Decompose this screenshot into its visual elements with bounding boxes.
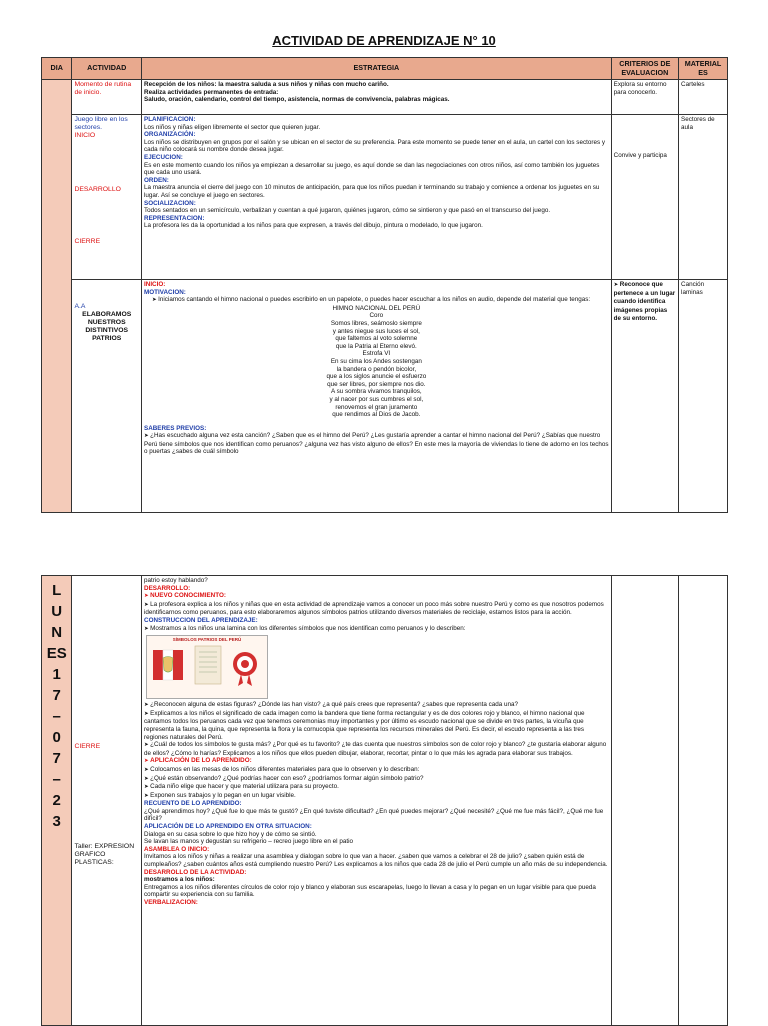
- himno-line: Somos libres, seámoslo siempre: [330, 319, 422, 327]
- strategy-line: Recepción de los niños: la maestra saluda a sus niños y niñas con mucho cariño.: [144, 81, 389, 88]
- activity-taller-label: Taller: EXPRESION GRAFICO PLASTICAS:: [74, 843, 135, 866]
- activity-cierre-label: CIERRE: [74, 743, 101, 750]
- phase-text: ➤ ¿Cuál de todos los símbolos te gusta más? ¿Por qué es tu favorito? ¿te das cuenta que nuestros símbolos son de color rojo y blanco? ¿te gustaría elaborar alguno de ellos? ¿Cómo lo harías? Explicamos a los niños que ellos pueden dibujar, elaborar, recortar, pintar o lo que más les agrada para elaborar sus trabajos.: [144, 741, 609, 757]
- dia-char: N: [51, 624, 63, 641]
- phase-heading: CONSTRUCCION DEL APRENDIZAJE:: [144, 616, 258, 624]
- phase-text: ➤ Colocamos en las mesas de los niños diferentes materiales para que lo observen y lo describan:: [144, 766, 609, 775]
- activity-inicio-label: INICIO: [74, 132, 96, 139]
- phase-heading: INICIO:: [144, 281, 166, 288]
- phase-text: ➤ ¿Qué están observando? ¿Qué podrías hacer con eso? ¿podríamos formar algún símbolo patrio?: [144, 775, 609, 784]
- header-criterios: CRITERIOS DE EVALUACION: [611, 58, 678, 80]
- activity-juego-libre: [72, 115, 142, 280]
- material-juego-libre: Sectores de aula: [679, 115, 728, 280]
- phase-text: ➤ La profesora explica a los niños y niñas que en esta actividad de aprendizaje vamos a conocer un poco más sobre nuestro Perú y como es que nosotros podemos identificarnos como peruanos, para esto elaboraremos algunos símbolos patrios utilizando diversos materiales de reciclaje, estamos listos para la acción.: [144, 601, 609, 617]
- strategy-part2: [142, 576, 612, 1026]
- phase-heading: SABERES PREVIOS:: [144, 424, 207, 432]
- phase-text: Se lavan las manos y degustan su refrigerio – recreo juego libre en el patio: [144, 838, 353, 846]
- dia-char: 1: [52, 666, 61, 683]
- phase-heading: REPRESENTACION:: [144, 214, 205, 222]
- himno-line: y antes niegue sus luces el sol,: [332, 327, 420, 335]
- himno-line: que la Patria al Eterno elevó.: [335, 342, 417, 350]
- strategy-line: Realiza actividades permanentes de entrada:: [144, 88, 279, 96]
- header-dia: DIA: [42, 58, 72, 80]
- strategy-rutina: [142, 80, 612, 115]
- criterion-part2: [611, 576, 678, 1026]
- criterion-juego-libre: [611, 115, 678, 280]
- phase-heading: ASAMBLEA O INICIO:: [144, 845, 210, 853]
- dia-char: –: [52, 771, 61, 788]
- activity-desarrollo-label: DESARROLLO: [74, 186, 121, 193]
- phase-text: Todos sentados en un semicírculo, verbalizan y cuentan a qué jugaron, quiénes jugaron, cómo se sintieron y que pasó en el transcurso del juego.: [144, 207, 551, 215]
- header-estrategia: ESTRATEGIA: [142, 58, 612, 80]
- phase-text: Los niños y niñas eligen libremente el sector que quieren jugar.: [144, 123, 321, 131]
- himno-line: que rendimos al Dios de Jacob.: [332, 411, 421, 419]
- phase-text: ➤ Iniciamos cantando el himno nacional o puedes escribirlo en un papelote, o puedes hacer escuchar a los niños en audio, depende del material que tengas:: [144, 296, 609, 305]
- phase-heading: PLANIFICACION:: [144, 116, 196, 123]
- activity-aa-label: A.A: [74, 303, 86, 310]
- himno-line: En su cima los Andes sostengan: [330, 357, 422, 365]
- lamina-title: SÍMBOLOS PATRIOS DEL PERÚ: [172, 637, 242, 643]
- criterion-text: Convive y participa: [613, 152, 667, 159]
- phase-text: Es en este momento cuando los niños ya empiezan a desarrollar su juego, es aquí donde se dan las negociaciones con otros niños, así como también los juguetes que cada uno usará.: [144, 161, 600, 177]
- phase-heading: SOCIALIZACION:: [144, 199, 196, 207]
- material-part2: [679, 576, 728, 1026]
- phase-heading: ORGANIZACIÓN:: [144, 131, 196, 139]
- strategy-juego-libre: [142, 115, 612, 280]
- phase-heading: DESARROLLO DE LA ACTIVIDAD:: [144, 868, 247, 876]
- phase-heading: DESARROLLO:: [144, 584, 191, 592]
- phase-text: ➤ Explicamos a los niños el significado de cada imagen como la bandera que tiene forma rectangular y es de dos colores rojo y blanco, el himno nacional que cantamos todos los peruanos cada vez que tenemos ceremonias muy importantes y por último es escudo nacional que se divide en tres partes, la vicuña que representa la fauna, la quina, que representa la flora y la cornucopia que representa los recursos minerales del Perú. Es decir, el escudo representa a las tres regiones naturales del Perú.: [144, 710, 609, 741]
- phase-text: Invitamos a los niños y niñas a realizar una asamblea y dialogan sobre lo que van a hacer. ¿saben que vamos a celebrar el 28 de julio? ¿saben quién está de cumpleaños? ¿saben cuántos años está cumpliendo nuestro Perú? Les explicamos a los niños que cada 28 de julio el Perú cumple un año más de su independencia.: [144, 853, 608, 869]
- criterion-text: ➤ Reconoce que pertenece a un lugar cuando identifica imágenes propias de su entorno.: [614, 281, 676, 324]
- phase-text: ➤ Cada niño elige que hacer y que material utilizara para su proyecto.: [144, 783, 609, 792]
- phase-text: Entregamos a los niños diferentes círculos de color rojo y blanco y elaboran sus escarapelas, luego lo llevan a casa y lo pegan en un lugar visible para que pueda compartir su experiencia con su familia.: [144, 883, 596, 899]
- activity-rutina: Momento de rutina de inicio.: [72, 80, 142, 115]
- phase-text: ¿Qué aprendimos hoy? ¿Qué fue lo que más te gustó? ¿En qué tuviste dificultad? ¿En qué puedes mejorar? ¿Qué necesité? ¿Qué me fue más fácil?, ¿Qué me fue difícil?: [144, 807, 604, 823]
- activity-part2: [72, 576, 142, 1026]
- patriotic-symbols-icon: [147, 642, 267, 697]
- header-actividad: ACTIVIDAD: [72, 58, 142, 80]
- activity-cierre-label: CIERRE: [74, 238, 101, 245]
- himno-lyrics: [144, 305, 609, 419]
- phase-text: mostramos a los niños:: [144, 876, 215, 884]
- phase-text: La maestra anuncia el cierre del juego con 10 minutos de anticipación, para que los niños puedan ir terminando su trabajo y comience a ordenar los juguetes en su lugar. Así se concluye el juego en sectores.: [144, 184, 600, 199]
- phase-text: ➤ Exponen sus trabajos y lo pegan en un lugar visible.: [144, 792, 609, 801]
- activity-aa-title: ELABORAMOS NUESTROS DISTINTIVOS PATRIOS: [82, 311, 132, 342]
- himno-line: Coro: [369, 312, 384, 320]
- phase-text: ➤ ¿Has escuchado alguna vez esta canción? ¿Saben que es el himno del Perú? ¿Les gustaría aprender a cantar el himno nacional del Perú? ¿Sabías que nuestro Perú tiene símbolos que nos identifican como peruanos? ¿alguna vez has visto alguno de ellos? En este mes la mayoría de viviendas lo tiene de adorno en los techos o puertas ¿sabes de cuál símbolo: [144, 432, 609, 456]
- dia-char: 0: [52, 729, 61, 746]
- phase-heading: RECUENTO DE LO APRENDIDO:: [144, 800, 242, 808]
- material-aa: Canción laminas: [679, 280, 728, 513]
- himno-line: que a los siglos anuncie el esfuerzo: [326, 373, 427, 381]
- dia-char: 7: [52, 750, 61, 767]
- dia-char: U: [51, 603, 63, 620]
- phase-text: Los niños se distribuyen en grupos por el salón y se ubican en el sector de su preferencia. Para este momento se puede tener en el aula, un cartel con los sectores y cada niño colocará su nombre donde desea jugar.: [144, 138, 606, 154]
- dia-char: 2: [52, 792, 61, 809]
- phase-heading: VERBALIZACION:: [144, 899, 198, 906]
- dia-char: L: [52, 582, 62, 599]
- himno-line: renovemos el gran juramento: [335, 403, 418, 411]
- phase-text: patrio estoy hablando?: [144, 577, 208, 584]
- phase-heading: ORDEN:: [144, 176, 169, 184]
- phase-heading: MOTIVACION:: [144, 288, 186, 296]
- phase-text: ➤ ¿Reconocen alguna de estas figuras? ¿Dónde las han visto? ¿a qué país crees que representa? ¿sabes que representa cada una?: [144, 701, 609, 710]
- phase-heading: APLICACIÓN DE LO APRENDIDO EN OTRA SITUACION:: [144, 823, 312, 831]
- activity-aa: [72, 280, 142, 513]
- dia-char: 7: [52, 687, 61, 704]
- document-title: ACTIVIDAD DE APRENDIZAJE N° 10: [272, 33, 496, 48]
- header-materiales: MATERIAL ES: [679, 58, 728, 80]
- phase-text: Dialoga en su casa sobre lo que hizo hoy y de cómo se sintió.: [144, 830, 317, 838]
- activity-juego-title: Juego libre en los sectores.: [74, 116, 128, 131]
- criterion-rutina: Explora su entorno para conocerlo.: [611, 80, 678, 115]
- activity-table-2: [41, 575, 728, 1026]
- criterion-aa: [611, 280, 678, 513]
- phase-heading: ➤ NUEVO CONOCIMIENTO:: [144, 592, 609, 601]
- dia-char: ES: [46, 645, 67, 662]
- himno-line: A su sombra vivamos tranquilos,: [331, 388, 422, 396]
- himno-line: que ser libres, por siempre nos dio.: [327, 380, 426, 388]
- phase-heading: ➤ APLICACIÓN DE LO APRENDIDO:: [144, 757, 609, 766]
- himno-line: la bandera o pendón bicolor,: [336, 365, 417, 373]
- phase-text: ➤ Mostramos a los niños una lamina con los diferentes símbolos que nos identifican como peruanos y lo describen:: [144, 625, 609, 634]
- strategy-aa: [142, 280, 612, 513]
- himno-line: y al nacer por sus cumbres el sol,: [329, 395, 424, 403]
- himno-line: Estrofa VI: [362, 350, 391, 358]
- dia-char: 3: [52, 813, 61, 830]
- phase-heading: EJECUCION:: [144, 153, 183, 161]
- material-rutina: Carteles: [679, 80, 728, 115]
- phase-text: La profesora les da la oportunidad a los niños para que expresen, a través del dibujo, pintura o modelado, lo que jugaron.: [144, 222, 483, 230]
- himno-line: que faltemos al voto solemne: [335, 335, 418, 343]
- dia-vertical-lunes: [42, 576, 72, 1026]
- dia-cell-1: [42, 80, 72, 513]
- activity-table-1: [41, 57, 728, 513]
- dia-char: –: [52, 708, 61, 725]
- simbolos-patrios-image: [146, 635, 268, 699]
- strategy-line: Saludo, oración, calendario, control del tiempo, asistencia, normas de convivencia, palabras mágicas.: [144, 96, 450, 104]
- himno-line: HIMNO NACIONAL DEL PERÚ: [332, 304, 421, 312]
